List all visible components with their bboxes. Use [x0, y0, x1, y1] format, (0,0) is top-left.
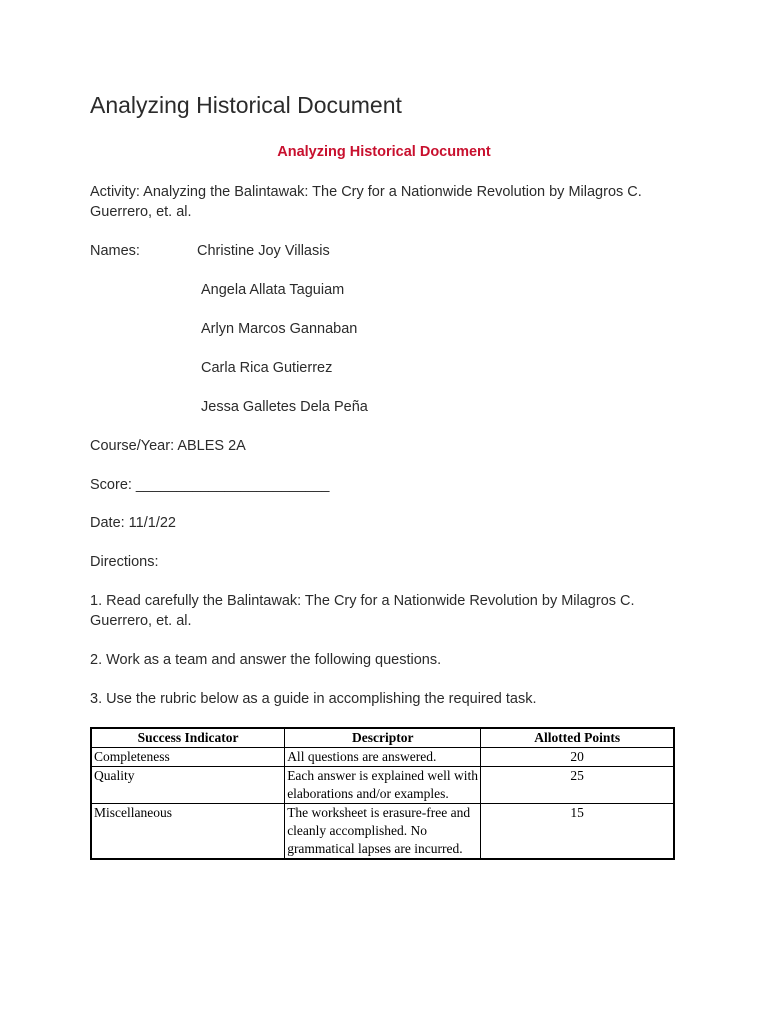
names-label: Names: [90, 243, 140, 259]
points-cell: 20 [481, 748, 674, 767]
name-2: Angela Allata Taguiam [201, 282, 345, 298]
course-year: Course/Year: ABLES 2A [90, 438, 246, 454]
indicator-cell: Miscellaneous [91, 804, 285, 860]
score-field: Score: ________________________ [90, 477, 330, 493]
date-text: Date: 11/1/22 [90, 515, 176, 531]
directions-label: Directions: [90, 554, 159, 570]
table-row [91, 748, 674, 767]
header-descriptor: Descriptor [285, 728, 481, 748]
name-4: Carla Rica Gutierrez [201, 360, 333, 376]
direction-3: 3. Use the rubric below as a guide in accomplishing the required task. [90, 691, 537, 707]
name-5: Jessa Galletes Dela Peña [201, 399, 368, 415]
indicator-cell: Quality [91, 767, 285, 804]
name-3: Arlyn Marcos Gannaban [201, 321, 358, 337]
points-cell: 25 [481, 767, 674, 804]
direction-1: 1. Read carefully the Balintawak: The Cry for a Nationwide Revolution by Milagros C. Guerrero, et. al. [90, 593, 635, 629]
document-subtitle: Analyzing Historical Document [277, 144, 491, 160]
descriptor-cell: The worksheet is erasure-free and cleanly accomplished. No grammatical lapses are incurred. [285, 804, 481, 860]
document-title: Analyzing Historical Document [90, 92, 402, 118]
table-row [91, 804, 674, 860]
header-success-indicator: Success Indicator [91, 728, 285, 748]
descriptor-cell: All questions are answered. [285, 748, 481, 767]
direction-2: 2. Work as a team and answer the following questions. [90, 652, 442, 668]
activity-text: Activity: Analyzing the Balintawak: The Cry for a Nationwide Revolution by Milagros C. Guerrero, et. al. [90, 184, 642, 220]
indicator-cell: Completeness [91, 748, 285, 767]
name-1: Christine Joy Villasis [197, 243, 330, 259]
points-cell: 15 [481, 804, 674, 860]
rubric-table [90, 727, 675, 860]
table-row [91, 767, 674, 804]
descriptor-cell: Each answer is explained well with elaborations and/or examples. [285, 767, 481, 804]
rubric-header-row [91, 728, 674, 748]
header-allotted-points: Allotted Points [481, 728, 674, 748]
